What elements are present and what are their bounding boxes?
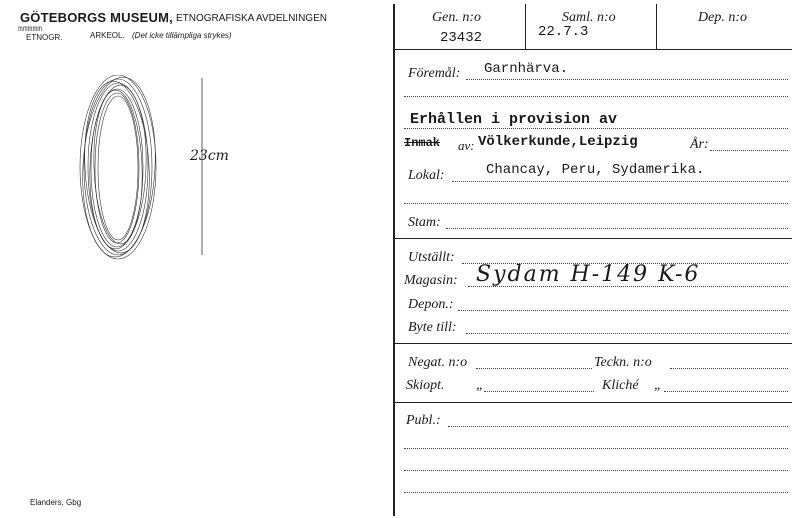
source-value: Völkerkunde,Leipzig [478,134,638,150]
printer-note: Elanders, Gbg [30,498,82,507]
publ-label: Publ.: [406,413,441,428]
arkeol-label: ARKEOL. [90,31,125,40]
lokal-value: Chancay, Peru, Sydamerika. [486,162,705,178]
section-line-2 [394,343,792,344]
size-note: 23cm [190,148,229,164]
dep-label: Dep. n:o [698,10,747,25]
magasin-value: Sydam H-149 K-6 [476,262,701,287]
box-bottom-line [394,49,792,50]
card-left-border [393,4,395,516]
foremal-value: Garnhärva. [484,61,569,77]
museum-name: GÖTEBORGS MUSEUM, [20,10,173,25]
erhallen-line [404,128,788,129]
foremal-label: Föremål: [408,66,461,81]
publ-line-2 [404,448,788,449]
skiopt-line [484,391,594,392]
skiopt-ditto: „ [476,378,484,393]
negat-line [476,368,592,369]
ar-line [710,150,788,151]
utstallt-label: Utställt: [408,250,455,265]
lokal-line [452,181,788,182]
lokal-label: Lokal: [408,168,445,183]
publ-line-1 [448,426,788,427]
yarn-skein-sketch [60,75,260,275]
box-divider-1 [525,4,526,49]
erhallen-text: Erhållen i provision av [410,111,618,128]
kliche-line [664,391,788,392]
gen-label: Gen. n:o [432,10,481,25]
byte-line [466,333,788,334]
teckn-line [670,368,788,369]
department-name: ETNOGRAFISKA AVDELNINGEN [176,13,327,24]
ar-label: År: [690,137,709,152]
magasin-label: Magasin: [404,273,458,288]
stam-label: Stam: [408,215,441,230]
blank-line-1 [404,96,788,97]
negat-label: Negat. n:o [408,355,468,370]
box-divider-2 [656,4,657,49]
byte-label: Byte till: [408,320,457,335]
teckn-label: Teckn. n:o [594,355,652,370]
strike-note: (Det icke tillämpliga strykes) [132,31,232,40]
saml-value: 22.7.3 [538,24,589,40]
stamp-mark: mmmmm [18,24,43,33]
etnogr-label: ETNOGR. [26,33,63,42]
depon-line [458,310,788,311]
kliche-label: Kliché [602,378,639,393]
publ-line-3 [404,470,788,471]
struck-word: Inmak [404,136,441,150]
av-label: av: [458,138,475,153]
gen-value: 23432 [440,30,483,46]
kliche-ditto: „ [654,378,662,393]
skiopt-label: Skiopt. [406,378,445,393]
depon-label: Depon.: [408,297,454,312]
section-line-3 [394,402,792,403]
stam-line [446,228,788,229]
foremal-line [466,79,788,80]
magasin-line [468,286,788,287]
saml-label: Saml. n:o [562,10,616,25]
publ-line-4 [404,492,788,493]
section-line-1 [394,238,792,239]
blank-line-2 [404,203,788,204]
